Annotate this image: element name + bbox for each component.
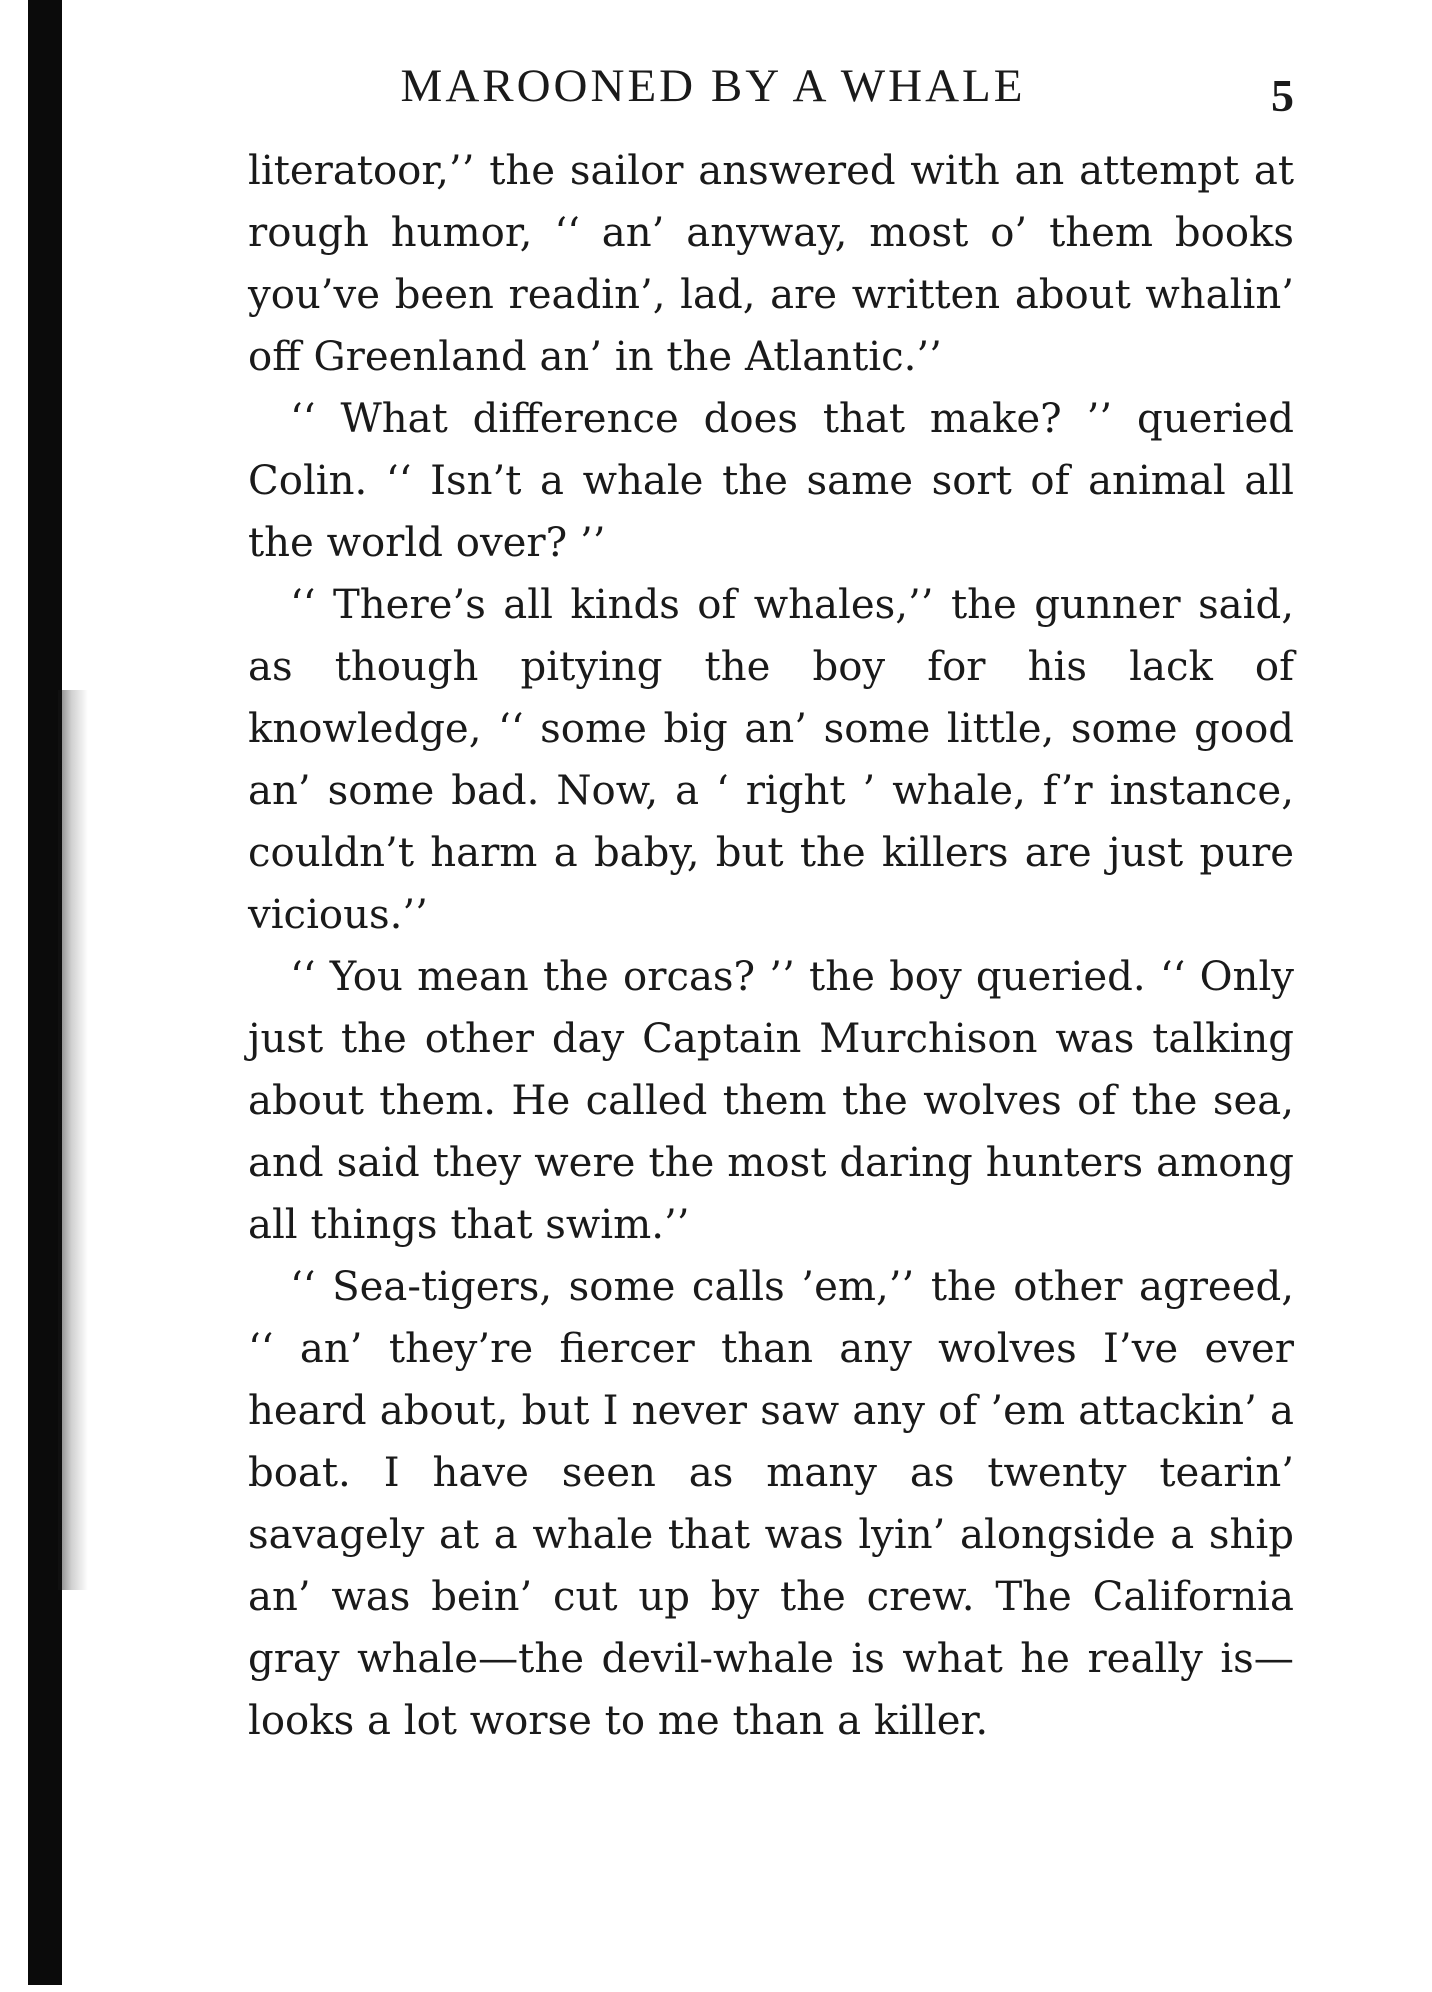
binding-gutter-fray (58, 690, 88, 1590)
paragraph: ‘‘ What difference does that make? ’’ queried Colin. ‘‘ Isn’t a whale the same sort of animal all the world over? ’’ (248, 396, 1294, 566)
paragraph: literatoor,’’ the sailor answered with an attempt at rough humor, ‘‘ an’ anyway, most o’ them books you’ve been readin’, lad, are written about whalin’ off Greenland an’ in the Atlantic.’’ (248, 148, 1294, 380)
binding-gutter-shadow (28, 0, 62, 1985)
paragraph: ‘‘ You mean the orcas? ’’ the boy queried. ‘‘ Only just the other day Captain Murchison was talking about them. He called them the wolves of the sea, and said they were the most daring hunters among all things that swim.’’ (248, 954, 1294, 1248)
paragraph: ‘‘ Sea-tigers, some calls ’em,’’ the other agreed, ‘‘ an’ they’re fiercer than any wolves I’ve ever heard about, but I never saw any of ’em attackin’ a boat. I have seen as many as twenty tearin’ savagely at a whale that was lyin’ alongside a ship an’ was bein’ cut up by the crew. The California gray whale—the devil-whale is what he really is—looks a lot worse to me than a killer. (248, 1264, 1294, 1744)
paragraph: ‘‘ There’s all kinds of whales,’’ the gunner said, as though pitying the boy for his lack of knowledge, ‘‘ some big an’ some little, some good an’ some bad. Now, a ‘ right ’ whale, f’r instance, couldn’t harm a baby, but the killers are just pure vicious.’’ (248, 582, 1294, 938)
running-title: MAROONED BY A WHALE (400, 60, 1026, 112)
body-text (248, 140, 1294, 1752)
page-header (248, 56, 1294, 121)
page-number: 5 (1271, 70, 1294, 121)
